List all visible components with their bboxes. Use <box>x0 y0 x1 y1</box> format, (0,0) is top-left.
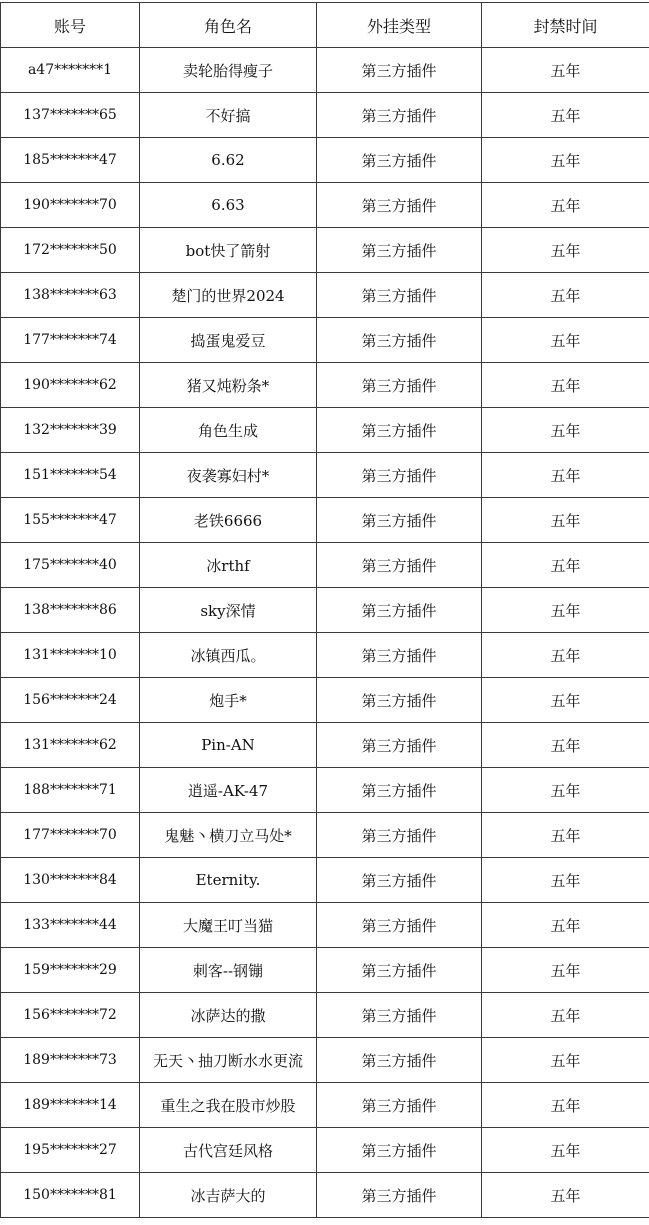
cell-ban-duration: 五年 <box>482 723 649 768</box>
cell-role-name: 捣蛋鬼爱豆 <box>140 318 317 363</box>
cell-account: 185*******47 <box>1 138 140 183</box>
cell-cheat-type: 第三方插件 <box>317 543 482 588</box>
cell-account: 137*******65 <box>1 93 140 138</box>
cell-cheat-type: 第三方插件 <box>317 138 482 183</box>
cell-role-name: 重生之我在股市炒股 <box>140 1083 317 1128</box>
cell-account: 150*******81 <box>1 1173 140 1218</box>
cell-account: 131*******10 <box>1 633 140 678</box>
cell-account: 155*******47 <box>1 498 140 543</box>
cell-ban-duration: 五年 <box>482 228 649 273</box>
cell-ban-duration: 五年 <box>482 813 649 858</box>
cell-cheat-type: 第三方插件 <box>317 993 482 1038</box>
cell-role-name: 炮手* <box>140 678 317 723</box>
table-row <box>1 948 649 993</box>
cell-cheat-type: 第三方插件 <box>317 453 482 498</box>
table-row <box>1 813 649 858</box>
cell-cheat-type: 第三方插件 <box>317 723 482 768</box>
cell-ban-duration: 五年 <box>482 1128 649 1173</box>
cell-account: a47*******1 <box>1 48 140 93</box>
cell-account: 189*******73 <box>1 1038 140 1083</box>
cell-ban-duration: 五年 <box>482 93 649 138</box>
cell-role-name: 古代宫廷风格 <box>140 1128 317 1173</box>
cell-role-name: 无天丶抽刀断水水更流 <box>140 1038 317 1083</box>
cell-cheat-type: 第三方插件 <box>317 813 482 858</box>
table-row <box>1 48 649 93</box>
cell-cheat-type: 第三方插件 <box>317 588 482 633</box>
cell-role-name: sky深情 <box>140 588 317 633</box>
cell-cheat-type: 第三方插件 <box>317 903 482 948</box>
cell-role-name: 不好搞 <box>140 93 317 138</box>
cell-account: 177*******70 <box>1 813 140 858</box>
cell-cheat-type: 第三方插件 <box>317 228 482 273</box>
header-cheat-type: 外挂类型 <box>317 3 482 48</box>
cell-account: 138*******63 <box>1 273 140 318</box>
cell-cheat-type: 第三方插件 <box>317 48 482 93</box>
cell-account: 175*******40 <box>1 543 140 588</box>
table-row <box>1 273 649 318</box>
cell-ban-duration: 五年 <box>482 408 649 453</box>
header-ban-duration: 封禁时间 <box>482 3 649 48</box>
cell-account: 131*******62 <box>1 723 140 768</box>
cell-role-name: 老铁6666 <box>140 498 317 543</box>
cell-role-name: 6.62 <box>140 138 317 183</box>
header-row <box>1 3 649 48</box>
table-row <box>1 408 649 453</box>
cell-account: 190*******70 <box>1 183 140 228</box>
cell-ban-duration: 五年 <box>482 453 649 498</box>
cell-role-name: 6.63 <box>140 183 317 228</box>
table-row <box>1 993 649 1038</box>
cell-role-name: 冰镇西瓜。 <box>140 633 317 678</box>
cell-cheat-type: 第三方插件 <box>317 633 482 678</box>
cell-ban-duration: 五年 <box>482 993 649 1038</box>
cell-account: 156*******72 <box>1 993 140 1038</box>
cell-account: 159*******29 <box>1 948 140 993</box>
cell-cheat-type: 第三方插件 <box>317 363 482 408</box>
cell-role-name: bot快了箭射 <box>140 228 317 273</box>
table-row <box>1 1173 649 1218</box>
cell-cheat-type: 第三方插件 <box>317 1038 482 1083</box>
cell-role-name: Eternity. <box>140 858 317 903</box>
cell-cheat-type: 第三方插件 <box>317 1083 482 1128</box>
cell-ban-duration: 五年 <box>482 633 649 678</box>
cell-account: 172*******50 <box>1 228 140 273</box>
table-row <box>1 678 649 723</box>
table-row <box>1 723 649 768</box>
cell-cheat-type: 第三方插件 <box>317 1173 482 1218</box>
cell-account: 132*******39 <box>1 408 140 453</box>
table-row <box>1 543 649 588</box>
cell-account: 151*******54 <box>1 453 140 498</box>
cell-ban-duration: 五年 <box>482 543 649 588</box>
cell-cheat-type: 第三方插件 <box>317 93 482 138</box>
table-row <box>1 228 649 273</box>
table-row <box>1 903 649 948</box>
cell-role-name: 夜袭寡妇村* <box>140 453 317 498</box>
cell-account: 190*******62 <box>1 363 140 408</box>
table-row <box>1 183 649 228</box>
table-body <box>1 48 649 1218</box>
table-row <box>1 318 649 363</box>
cell-account: 138*******86 <box>1 588 140 633</box>
table-row <box>1 498 649 543</box>
cell-ban-duration: 五年 <box>482 948 649 993</box>
header-account: 账号 <box>1 3 140 48</box>
cell-role-name: 卖轮胎得瘦子 <box>140 48 317 93</box>
cell-ban-duration: 五年 <box>482 318 649 363</box>
cell-cheat-type: 第三方插件 <box>317 318 482 363</box>
cell-role-name: Pin-AN <box>140 723 317 768</box>
cell-role-name: 刺客--钢镚 <box>140 948 317 993</box>
table-row <box>1 1083 649 1128</box>
table-row <box>1 453 649 498</box>
cell-ban-duration: 五年 <box>482 1173 649 1218</box>
cell-account: 189*******14 <box>1 1083 140 1128</box>
cell-ban-duration: 五年 <box>482 48 649 93</box>
cell-account: 133*******44 <box>1 903 140 948</box>
cell-ban-duration: 五年 <box>482 903 649 948</box>
table-row <box>1 1038 649 1083</box>
cell-cheat-type: 第三方插件 <box>317 858 482 903</box>
cell-cheat-type: 第三方插件 <box>317 273 482 318</box>
cell-cheat-type: 第三方插件 <box>317 498 482 543</box>
table-row <box>1 138 649 183</box>
cell-role-name: 猪又炖粉条* <box>140 363 317 408</box>
table-row <box>1 1128 649 1173</box>
cell-ban-duration: 五年 <box>482 183 649 228</box>
table-row <box>1 858 649 903</box>
table-row <box>1 633 649 678</box>
table-row <box>1 768 649 813</box>
cell-ban-duration: 五年 <box>482 588 649 633</box>
cell-ban-duration: 五年 <box>482 678 649 723</box>
cell-ban-duration: 五年 <box>482 273 649 318</box>
cell-role-name: 角色生成 <box>140 408 317 453</box>
cell-ban-duration: 五年 <box>482 1038 649 1083</box>
cell-role-name: 冰吉萨大的 <box>140 1173 317 1218</box>
cell-cheat-type: 第三方插件 <box>317 408 482 453</box>
cell-ban-duration: 五年 <box>482 363 649 408</box>
cell-cheat-type: 第三方插件 <box>317 183 482 228</box>
table-row <box>1 363 649 408</box>
cell-account: 177*******74 <box>1 318 140 363</box>
cell-account: 188*******71 <box>1 768 140 813</box>
ban-list-table-container <box>0 2 649 1218</box>
cell-ban-duration: 五年 <box>482 498 649 543</box>
cell-ban-duration: 五年 <box>482 1083 649 1128</box>
cell-ban-duration: 五年 <box>482 858 649 903</box>
table-row <box>1 588 649 633</box>
cell-ban-duration: 五年 <box>482 768 649 813</box>
cell-role-name: 鬼魅丶横刀立马处* <box>140 813 317 858</box>
cell-role-name: 楚门的世界2024 <box>140 273 317 318</box>
cell-cheat-type: 第三方插件 <box>317 768 482 813</box>
cell-role-name: 冰萨达的撒 <box>140 993 317 1038</box>
header-role-name: 角色名 <box>140 3 317 48</box>
cell-account: 130*******84 <box>1 858 140 903</box>
cell-cheat-type: 第三方插件 <box>317 678 482 723</box>
cell-cheat-type: 第三方插件 <box>317 1128 482 1173</box>
cell-cheat-type: 第三方插件 <box>317 948 482 993</box>
cell-account: 195*******27 <box>1 1128 140 1173</box>
table-header <box>1 3 649 48</box>
cell-role-name: 冰rthf <box>140 543 317 588</box>
table-row <box>1 93 649 138</box>
cell-account: 156*******24 <box>1 678 140 723</box>
cell-role-name: 大魔王叮当猫 <box>140 903 317 948</box>
cell-role-name: 逍遥-AK-47 <box>140 768 317 813</box>
cell-ban-duration: 五年 <box>482 138 649 183</box>
ban-list-table <box>0 2 649 1218</box>
